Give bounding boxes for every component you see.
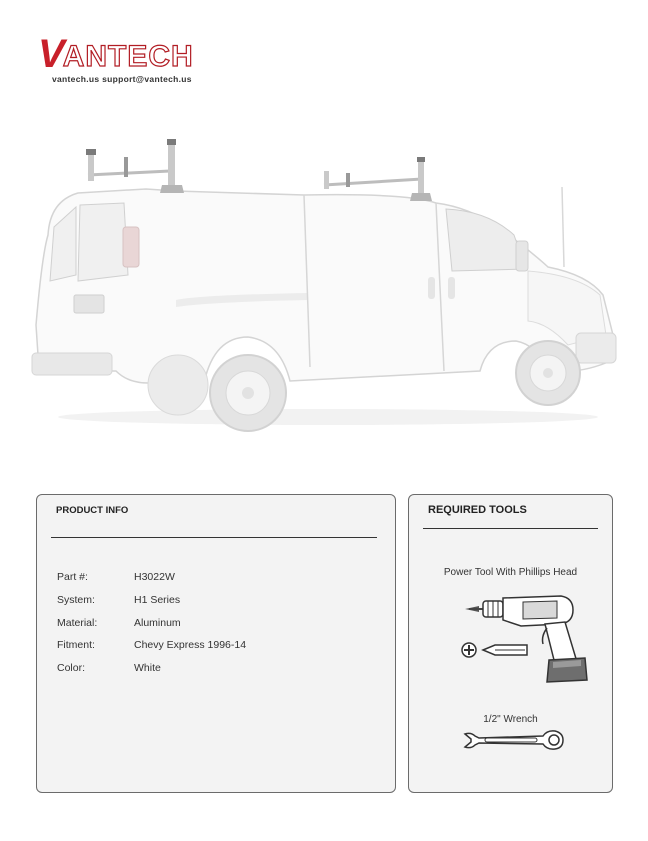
product-info-divider: [51, 537, 377, 538]
vantech-logo: [38, 32, 194, 86]
spec-label: Fitment:: [57, 639, 95, 651]
required-tools-panel: [408, 494, 613, 793]
spec-label: Part #:: [57, 571, 88, 583]
tool-label-wrench: 1/2" Wrench: [483, 714, 538, 725]
logo-rest: ANTECH: [62, 40, 194, 73]
van-with-ladder-rack-image: [28, 135, 620, 440]
spec-label: Color:: [57, 662, 86, 674]
spec-label: Material:: [57, 617, 98, 629]
spec-label: System:: [57, 594, 95, 606]
spec-value: White: [134, 662, 161, 674]
product-info-title: PRODUCT INFO: [56, 505, 129, 516]
required-tools-title: REQUIRED TOOLS: [428, 504, 527, 516]
spec-value: Aluminum: [134, 617, 181, 629]
spec-row-color: [57, 662, 161, 676]
tool-label-power-tool: Power Tool With Phillips Head: [443, 567, 578, 578]
logo-first-letter: V: [38, 32, 63, 76]
email-text: support@vantech.us: [102, 74, 192, 84]
website-text: vantech.us: [52, 74, 100, 84]
required-tools-divider: [423, 528, 598, 529]
power-drill-icon: [461, 592, 591, 684]
spec-value: Chevy Express 1996-14: [134, 639, 247, 651]
spec-value: H1 Series: [134, 594, 181, 606]
product-info-panel: [36, 494, 396, 793]
spec-value: H3022W: [134, 571, 175, 583]
logo-wordmark: [38, 32, 194, 76]
wrench-icon: [461, 728, 565, 752]
logo-contact-line: [52, 74, 192, 84]
spec-row-part: [57, 571, 175, 585]
spec-row-fitment: [57, 639, 246, 653]
spec-row-system: [57, 594, 180, 608]
spec-row-material: [57, 617, 181, 631]
